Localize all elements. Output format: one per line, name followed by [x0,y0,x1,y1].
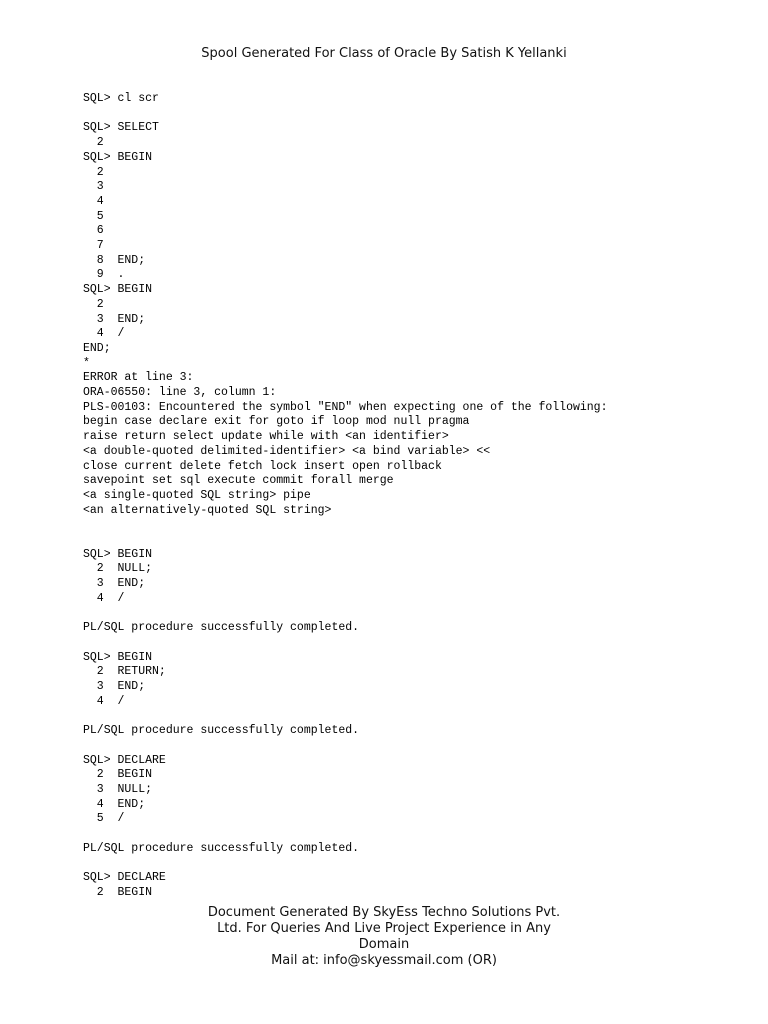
spool-line: SQL> DECLARE [83,871,166,885]
spool-line: 3 END; [83,680,146,694]
spool-line: 2 [83,136,104,150]
spool-line: END; [83,341,111,355]
spool-line: 3 NULL; [83,782,153,796]
spool-line: 4 / [83,694,125,708]
spool-line [83,856,723,871]
spool-line: 4 END; [83,797,146,811]
spool-line: 2 [83,297,104,311]
spool-line: 7 [83,239,104,253]
spool-line [83,827,723,842]
spool-line: 5 / [83,812,125,826]
spool-line: begin case declare exit for goto if loop mod null pragma [83,415,470,429]
spool-line: PL/SQL procedure successfully completed. [83,841,360,855]
spool-line: PLS-00103: Encountered the symbol "END" when expecting one of the following: [83,400,608,414]
spool-line: 3 END; [83,577,146,591]
spool-line: SQL> SELECT [83,121,159,135]
spool-line: 5 [83,209,104,223]
spool-line: 2 NULL; [83,562,153,576]
spool-line: SQL> DECLARE [83,753,166,767]
spool-line: raise return select update while with <an identifier> [83,430,449,444]
spool-line [83,533,723,548]
spool-line: ORA-06550: line 3, column 1: [83,386,277,400]
spool-line: <a single-quoted SQL string> pipe [83,488,311,502]
spool-line: 3 END; [83,312,146,326]
spool-line: 6 [83,224,104,238]
spool-line: 2 BEGIN [83,885,153,899]
spool-line: SQL> BEGIN [83,650,153,664]
spool-line: 2 BEGIN [83,768,153,782]
spool-line [83,107,723,122]
spool-line [83,739,723,754]
spool-line: 4 / [83,327,125,341]
spool-line: <a double-quoted delimited-identifier> <a bind variable> << [83,444,491,458]
spool-output [83,92,723,901]
spool-line: 3 [83,180,104,194]
spool-line: SQL> cl scr [83,92,159,105]
footer-line: Domain [358,937,410,952]
document-footer [0,905,768,968]
spool-line: 4 [83,194,104,208]
spool-line: 4 / [83,591,125,605]
spool-line: PL/SQL procedure successfully completed. [83,724,360,738]
spool-line [83,607,723,622]
spool-line: 2 RETURN; [83,665,166,679]
footer-line: Mail at: info@skyessmail.com (OR) [271,953,497,968]
spool-line: * [83,356,90,370]
spool-line: 2 [83,165,104,179]
spool-line [83,636,723,651]
spool-line: 9 . [83,268,125,282]
spool-line: PL/SQL procedure successfully completed. [83,621,360,635]
spool-line: SQL> BEGIN [83,547,153,561]
spool-line: <an alternatively-quoted SQL string> [83,503,332,517]
footer-line: Document Generated By SkyEss Techno Solutions Pvt. [207,905,561,920]
spool-line [83,518,723,533]
spool-line: ERROR at line 3: [83,371,194,385]
spool-line: SQL> BEGIN [83,150,153,164]
spool-line: 8 END; [83,253,146,267]
spool-line: close current delete fetch lock insert open rollback [83,459,442,473]
footer-line: Ltd. For Queries And Live Project Experience in Any [217,921,551,936]
spool-line [83,709,723,724]
spool-line: SQL> BEGIN [83,283,153,297]
spool-line: savepoint set sql execute commit forall merge [83,474,394,488]
page-title: Spool Generated For Class of Oracle By Satish K Yellanki [201,46,567,61]
